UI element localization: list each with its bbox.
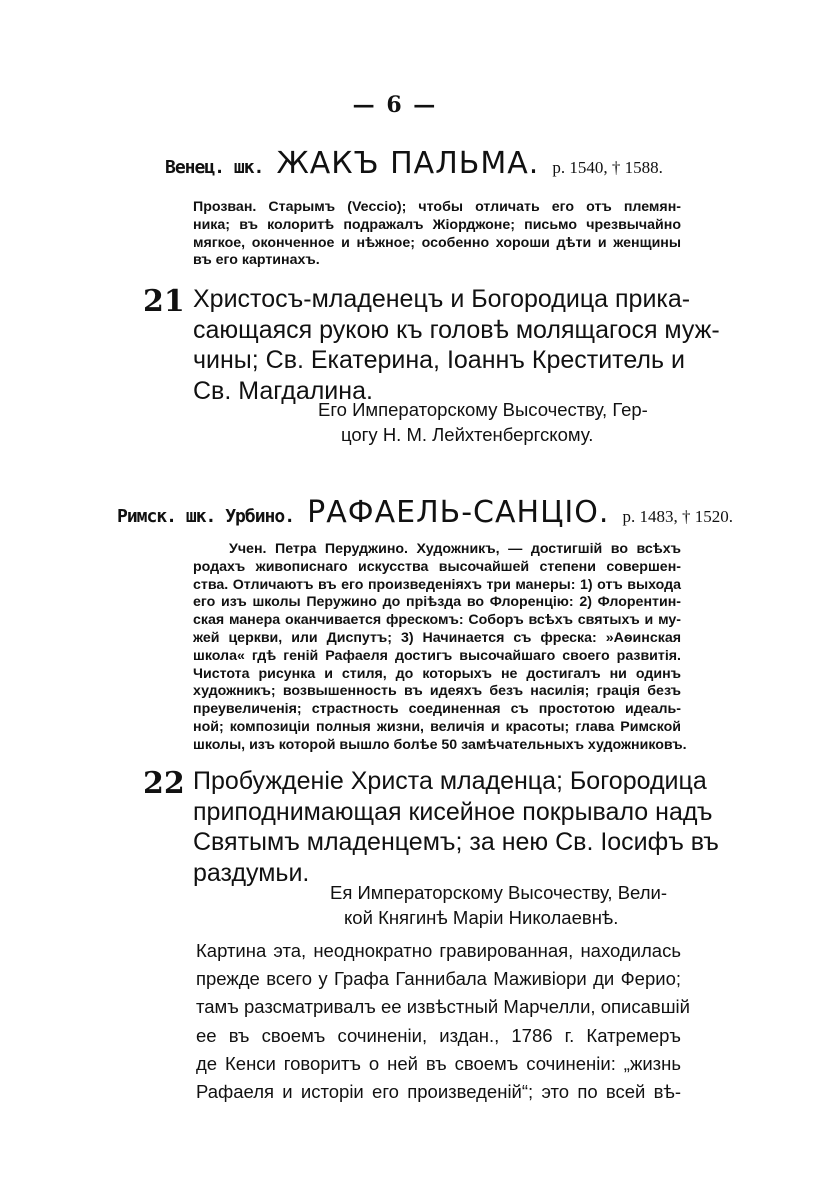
artist-heading-raphael — [117, 495, 817, 530]
entry-number: 22 — [143, 766, 185, 801]
bio-line: преувеличенія; страстность соединенная съ простотою идеаль- — [193, 701, 681, 718]
artist-name: РАФАЕЛЬ-САНЦІО. — [307, 495, 610, 530]
bio-line: жей церкви, или Диспутъ; 3) Начинается съ фреска: »Аѳинская — [193, 629, 681, 646]
artist-dates: р. 1540, † 1588. — [552, 158, 663, 177]
description-line: прежде всего у Графа Ганнибала Маживіори ди Ферио; — [196, 968, 681, 990]
entry-number: 21 — [143, 284, 185, 319]
bio-line: художникъ; возвышенность въ идеяхъ безъ насилія; грація безъ — [193, 683, 681, 700]
title-line: Пробужденіе Христа младенца; Богородица — [193, 767, 707, 795]
title-line: сающаяся рукою къ головѣ молящагося муж- — [193, 315, 720, 344]
owner-line: Его Императорскому Высочеству, Гер- — [318, 399, 648, 420]
description-line: тамъ разсматривалъ ее извѣстный Марчелли, описавшій — [196, 996, 690, 1018]
owner-line: Ея Императорскому Высочеству, Вели- — [330, 882, 668, 903]
entry-owner — [330, 880, 667, 930]
owner-line: кой Княгинѣ Маріи Николаевнѣ. — [344, 907, 619, 928]
bio-line: ская манера оканчивается фрескомъ: Соборъ всѣхъ святыхъ и му- — [193, 612, 681, 629]
bio-line: Учен. Петра Перуджино. Художникъ, — достигшій во всѣхъ — [229, 541, 681, 557]
artist-dates: р. 1483, † 1520. — [622, 507, 733, 526]
artist-bio-palma — [193, 199, 681, 270]
description-line: Рафаеля и исторіи его произведеній“; это по всей вѣ- — [196, 1081, 681, 1103]
title-line: Св. Магдалина. — [193, 376, 373, 405]
title-line: Святымъ младенцемъ; за нею Св. Іосифъ въ — [193, 828, 719, 856]
entry-owner — [318, 397, 648, 447]
description-line: ее въ своемъ сочиненіи, издан., 1786 г. Катремеръ — [196, 1024, 681, 1046]
description-line: де Кенси говоритъ о ней въ своемъ сочиненіи: „жизнь — [196, 1052, 681, 1074]
owner-line: цогу Н. М. Лейхтенбергскому. — [341, 424, 594, 445]
description-line: Картина эта, неоднократно гравированная, находилась — [196, 940, 681, 961]
entry-title — [193, 284, 720, 406]
artist-name: ЖАКЪ ПАЛЬМА. — [276, 146, 540, 181]
bio-line: родахъ живописнаго искусства высочайшей степени совершен- — [193, 558, 681, 575]
title-line: чины; Св. Екатерина, Іоаннъ Креститель и — [193, 346, 685, 374]
page-number: — 6 — — [352, 92, 438, 118]
artist-bio-raphael — [193, 541, 687, 755]
entry-title — [193, 766, 719, 888]
bio-line: школы, изъ которой вышло болѣе 50 замѣчательныхъ художниковъ. — [193, 736, 687, 753]
title-line: приподнимающая кисейное покрывало надъ — [193, 797, 713, 826]
artist-heading-palma — [165, 146, 805, 181]
bio-line: ства. Отличаютъ въ его произведеніяхъ три манеры: 1) отъ выхода — [193, 576, 681, 593]
title-line: раздумьи. — [193, 858, 310, 887]
bio-line: его изъ школы Перужино до прiѣзда во Флоренцію: 2) Флорентин- — [193, 594, 681, 611]
bio-line: мягкое, оконченное и нѣжное; особенно хороши дѣти и женщины — [193, 234, 681, 251]
bio-line: школа« гдѣ геній Рафаеля достигъ высочайшаго своего развитія. — [193, 647, 681, 664]
title-line: Христосъ-младенецъ и Богородица прика- — [193, 285, 691, 313]
bio-line: Чистота рисунка и стиля, до которыхъ не достигалъ ни одинъ — [193, 665, 681, 682]
bio-line: въ его картинахъ. — [193, 252, 320, 269]
bio-line: ника; въ колоритѣ подражалъ Жіорджоне; письмо чрезвычайно — [193, 216, 681, 233]
bio-line: ной; композиціи полныя жизни, величія и красоты; глава Римской — [193, 718, 681, 735]
bio-line: Прозван. Старымъ (Veccio); чтобы отличать его отъ племян- — [193, 199, 681, 215]
school-label: Римск. шк. Урбино. — [117, 506, 295, 527]
school-label: Венец. шк. — [165, 157, 264, 178]
entry-description — [196, 937, 690, 1106]
